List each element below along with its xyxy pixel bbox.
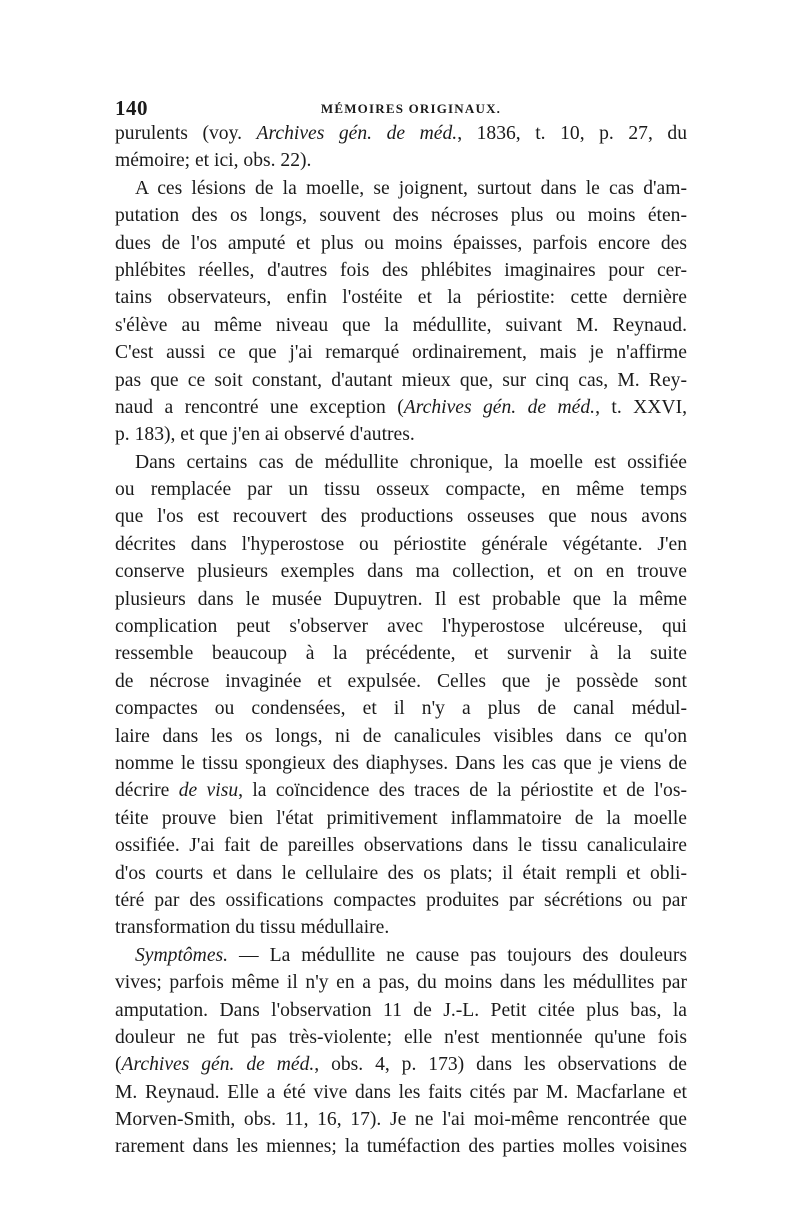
text-run: — La médullite ne cause pas toujours des douleurs xyxy=(228,944,687,966)
text-run: téré par des ossifications compactes produites par sécrétions ou par xyxy=(115,889,687,911)
text-run: putation des os longs, souvent des nécroses plus ou moins éten- xyxy=(115,205,687,227)
text-line xyxy=(115,421,687,448)
text-run: s'élève au même niveau que la médullite, suivant M. Reynaud. xyxy=(115,314,687,336)
text-run: conserve plusieurs exemples dans ma collection, et on en trouve xyxy=(115,561,687,583)
text-run: rarement dans les miennes; la tuméfaction des parties molles voisines xyxy=(115,1136,687,1158)
text-line xyxy=(115,1024,687,1051)
text-line xyxy=(115,586,687,613)
text-line xyxy=(115,449,687,476)
text-line xyxy=(115,914,687,941)
paragraph xyxy=(115,175,687,449)
text-run: décrites dans l'hyperostose ou périostite générale végétante. J'en xyxy=(115,533,687,555)
text-run: nomme le tissu spongieux des diaphyses. Dans les cas que je viens de xyxy=(115,752,687,774)
text-run: que l'os est recouvert des productions osseuses que nous avons xyxy=(115,506,687,528)
text-run: ( xyxy=(115,1054,122,1076)
text-run: ou remplacée par un tissu osseux compacte, en même temps xyxy=(115,479,687,501)
text-run: M. Reynaud. Elle a été vive dans les faits cités par M. Macfarlane et xyxy=(115,1081,687,1103)
text-run: laire dans les os longs, ni de canalicules visibles dans ce qu'on xyxy=(115,725,687,747)
text-line xyxy=(115,257,687,284)
text-run: phlébites réelles, d'autres fois des phlébites imaginaires pour cer- xyxy=(115,259,687,281)
text-line xyxy=(115,503,687,530)
text-run: de nécrose invaginée et expulsée. Celles que je possède sont xyxy=(115,670,687,692)
text-run: décrire xyxy=(115,780,179,802)
text-run: ressemble beaucoup à la précédente, et survenir à la suite xyxy=(115,643,687,665)
text-line xyxy=(115,1079,687,1106)
text-line xyxy=(115,284,687,311)
text-line xyxy=(115,367,687,394)
text-line xyxy=(115,120,687,147)
text-run: d'os courts et dans le cellulaire des os plats; il était rempli et obli- xyxy=(115,862,687,884)
page-number: 140 xyxy=(115,96,148,120)
text-run: pas que ce soit constant, d'autant mieux que, sur cinq cas, M. Rey- xyxy=(115,369,687,391)
text-line xyxy=(115,969,687,996)
text-run: compactes ou condensées, et il n'y a plus de canal médul- xyxy=(115,698,687,720)
text-run: , 1836, t. 10, p. 27, du xyxy=(457,123,687,144)
text-line xyxy=(115,777,687,804)
running-head: MÉMOIRES ORIGINAUX. xyxy=(320,101,502,116)
text-line xyxy=(115,832,687,859)
text-run: dues de l'os amputé et plus ou moins épaisses, parfois encore des xyxy=(115,232,687,254)
paragraph xyxy=(115,449,687,942)
text-line xyxy=(115,860,687,887)
text-line xyxy=(115,668,687,695)
text-line xyxy=(115,1133,687,1160)
book-page xyxy=(115,96,687,1161)
paragraph xyxy=(115,120,687,175)
text-line xyxy=(115,887,687,914)
text-line xyxy=(115,312,687,339)
text-run: Morven-Smith, obs. 11, 16, 17). Je ne l'ai moi-même rencontrée que xyxy=(115,1109,687,1131)
text-line xyxy=(115,1106,687,1133)
text-run: douleur ne fut pas très-violente; elle n'est mentionnée qu'une fois xyxy=(115,1026,687,1048)
text-line xyxy=(115,476,687,503)
text-run: amputation. Dans l'observation 11 de J.-L. Petit citée plus bas, la xyxy=(115,999,687,1021)
text-run: vives; parfois même il n'y en a pas, du moins dans les médullites par xyxy=(115,972,687,994)
text-run: plusieurs dans le musée Dupuytren. Il est probable que la même xyxy=(115,588,687,610)
text-run: mémoire; et ici, obs. 22). xyxy=(115,150,312,172)
italic-text: Archives gén. de méd. xyxy=(256,123,458,144)
text-line xyxy=(115,531,687,558)
text-line xyxy=(115,230,687,257)
text-line xyxy=(115,942,687,969)
text-run: transformation du tissu médullaire. xyxy=(115,917,390,939)
text-run: p. 183), et que j'en ai observé d'autres. xyxy=(115,424,415,446)
text-line xyxy=(115,175,687,202)
text-run: A ces lésions de la moelle, se joignent, surtout dans le cas d'am- xyxy=(135,177,687,199)
page-header xyxy=(115,96,687,118)
text-run: C'est aussi ce que j'ai remarqué ordinairement, mais je n'affirme xyxy=(115,342,687,364)
italic-text: Archives gén. de méd. xyxy=(403,396,596,418)
text-run: Dans certains cas de médullite chronique, la moelle est ossifiée xyxy=(135,451,687,473)
text-run: téite prouve bien l'état primitivement inflammatoire de la moelle xyxy=(115,807,687,829)
text-run: ossifiée. J'ai fait de pareilles observations dans le tissu canaliculaire xyxy=(115,835,687,857)
body-text xyxy=(115,120,687,1161)
text-line xyxy=(115,723,687,750)
text-line xyxy=(115,750,687,777)
text-line xyxy=(115,613,687,640)
italic-text: Archives gén. de méd. xyxy=(121,1054,315,1076)
text-run: naud a rencontré une exception ( xyxy=(115,396,404,418)
italic-text: Symptômes. xyxy=(135,944,229,966)
text-line xyxy=(115,1051,687,1078)
text-line xyxy=(115,147,687,174)
text-run: complication peut s'observer avec l'hyperostose ulcéreuse, qui xyxy=(115,616,687,638)
text-line xyxy=(115,394,687,421)
text-line xyxy=(115,805,687,832)
text-line xyxy=(115,339,687,366)
paragraph xyxy=(115,942,687,1161)
text-line xyxy=(115,202,687,229)
text-run: tains observateurs, enfin l'ostéite et la périostite: cette dernière xyxy=(115,287,687,309)
text-line xyxy=(115,640,687,667)
italic-text: de visu xyxy=(178,780,239,802)
text-line xyxy=(115,695,687,722)
text-run: , t. XXVI, xyxy=(595,396,687,418)
text-line xyxy=(115,558,687,585)
text-line xyxy=(115,997,687,1024)
text-run: purulents (voy. xyxy=(115,123,257,144)
text-run: , la coïncidence des traces de la périostite et de l'os- xyxy=(238,780,687,802)
text-run: , obs. 4, p. 173) dans les observations de xyxy=(314,1054,687,1076)
